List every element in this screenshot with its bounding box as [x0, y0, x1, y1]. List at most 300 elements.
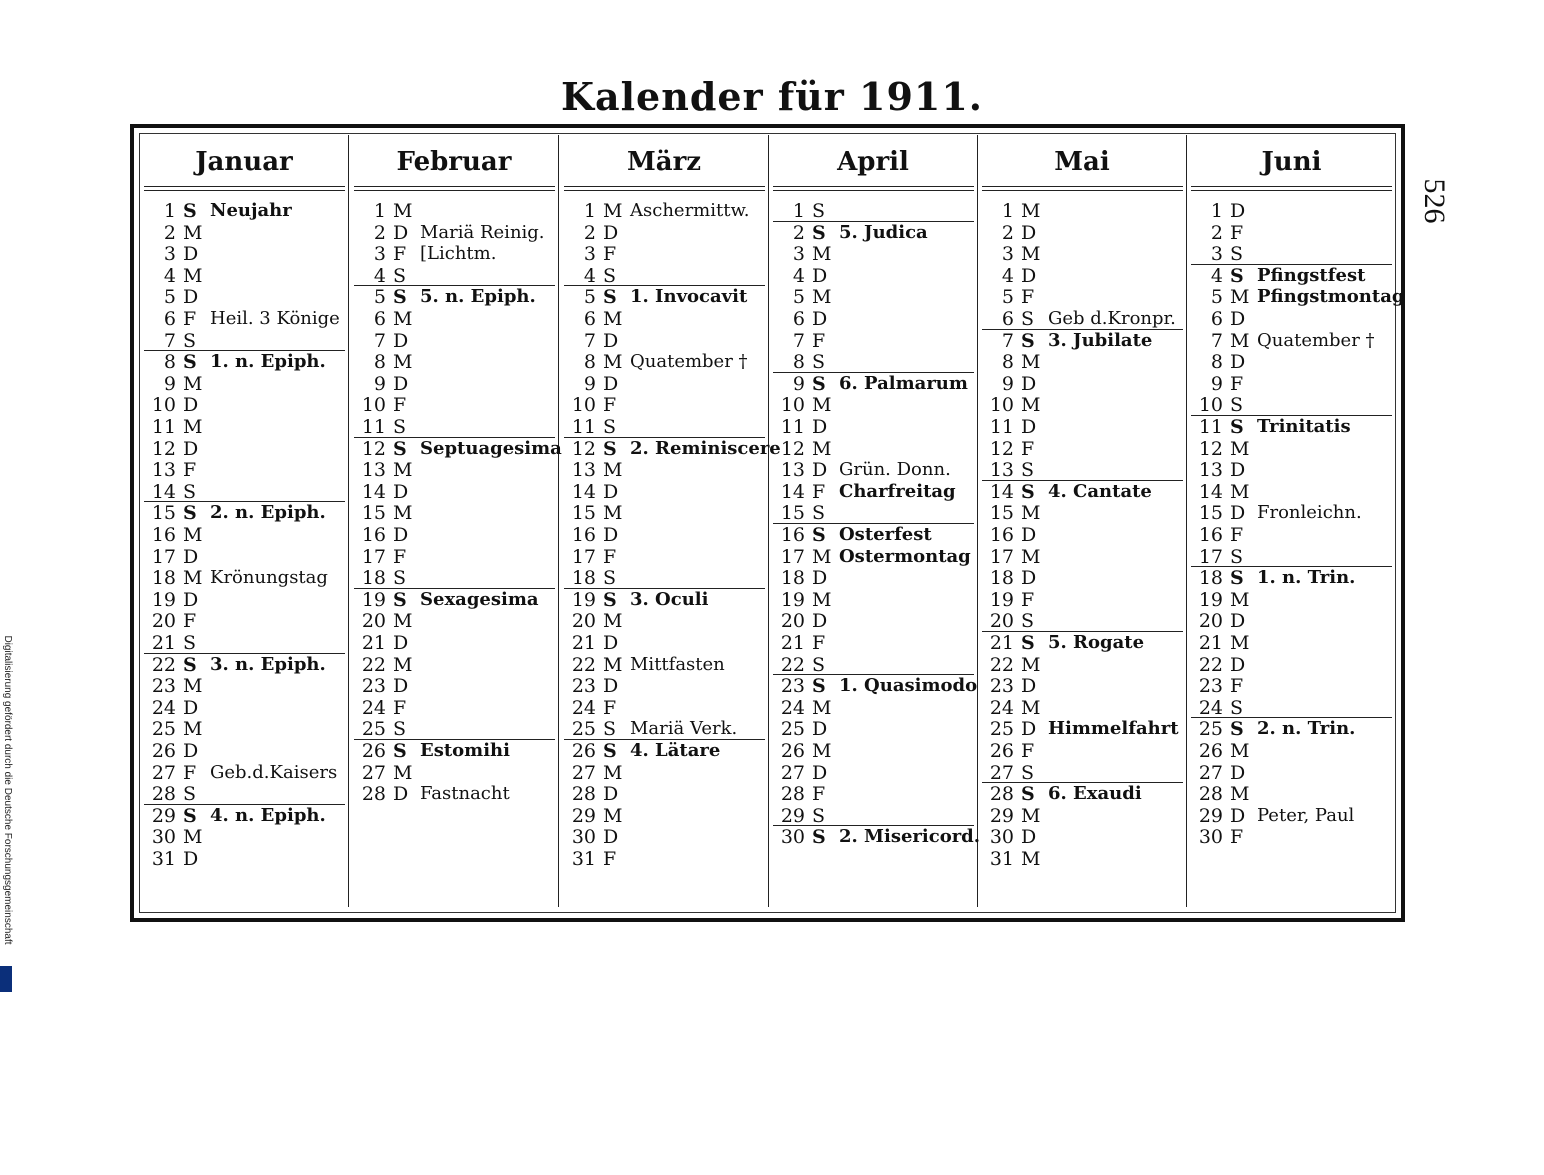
day-row [775, 308, 972, 330]
day-number: 10 [780, 394, 805, 417]
day-number: 14 [1198, 480, 1223, 503]
day-row [146, 351, 343, 373]
day-number: 29 [151, 804, 176, 827]
day-number: 15 [1198, 502, 1223, 525]
day-number: 7 [1210, 329, 1223, 352]
day-number: 12 [1198, 437, 1223, 460]
day-number: 9 [792, 372, 805, 395]
day-number: 29 [989, 804, 1014, 827]
weekday: S [393, 437, 407, 460]
weekday: D [393, 675, 409, 698]
day-row [1193, 373, 1390, 395]
weekday: M [183, 718, 203, 741]
day-number: 27 [151, 761, 176, 784]
header-rule [773, 190, 974, 191]
day-number: 30 [1198, 826, 1223, 849]
day-number: 22 [361, 653, 386, 676]
day-number: 16 [989, 524, 1014, 546]
day-number: 12 [361, 437, 386, 460]
day-number: 2 [792, 221, 805, 244]
day-row [775, 697, 972, 719]
day-number: 28 [151, 783, 176, 806]
day-row [1193, 826, 1390, 848]
day-row [356, 697, 553, 719]
weekday: M [393, 502, 413, 525]
weekday: S [183, 480, 197, 503]
day-number: 1 [163, 200, 176, 222]
day-row [566, 286, 763, 308]
day-row [1193, 697, 1390, 719]
day-row [146, 373, 343, 395]
weekday: F [183, 761, 197, 784]
day-number: 21 [1198, 632, 1223, 654]
day-number: 25 [780, 718, 805, 741]
weekday: D [603, 329, 619, 352]
feast-day: Osterfest [839, 524, 932, 545]
weekday: F [603, 545, 617, 568]
weekday: F [812, 632, 826, 654]
day-number: 26 [151, 740, 176, 762]
day-number: 28 [1198, 783, 1223, 806]
day-row [1193, 438, 1390, 460]
weekday: M [1021, 545, 1041, 568]
day-row [1193, 416, 1390, 438]
day-number: 4 [163, 264, 176, 287]
weekday: D [603, 221, 619, 244]
weekday: S [393, 416, 407, 438]
day-number: 20 [780, 610, 805, 633]
weekday: D [812, 761, 828, 784]
day-row [356, 222, 553, 244]
weekday: D [1230, 653, 1246, 676]
weekday: D [1230, 308, 1246, 330]
weekday: M [1021, 351, 1041, 374]
weekday: F [1021, 286, 1035, 309]
day-number: 21 [151, 632, 176, 654]
day-number: 10 [989, 394, 1014, 417]
day-number: 24 [571, 696, 596, 719]
day-row [356, 243, 553, 265]
day-number: 29 [1198, 804, 1223, 827]
weekday: S [603, 416, 617, 438]
day-row [356, 632, 553, 654]
weekday: D [393, 783, 409, 806]
weekday: F [603, 696, 617, 719]
day-number: 21 [571, 632, 596, 654]
weekday: S [183, 653, 197, 676]
day-number: 16 [571, 524, 596, 546]
weekday: F [603, 848, 617, 870]
day-number: 17 [780, 545, 805, 568]
weekday: M [603, 502, 623, 525]
day-number: 8 [163, 351, 176, 374]
feast-day: 3. n. Epiph. [210, 653, 326, 675]
day-number: 25 [1198, 718, 1223, 741]
day-row [146, 222, 343, 244]
feast-day: 1. n. Trin. [1257, 567, 1356, 589]
day-row [566, 675, 763, 697]
header-rule [564, 190, 765, 191]
weekday: M [812, 588, 832, 611]
day-row [566, 243, 763, 265]
weekday: D [1021, 718, 1037, 741]
weekday: M [183, 675, 203, 698]
day-number: 5 [792, 286, 805, 309]
day-number: 28 [989, 783, 1014, 806]
day-row [1193, 610, 1390, 632]
day-row [356, 265, 553, 287]
weekday: M [183, 524, 203, 546]
day-number: 3 [373, 243, 386, 266]
day-number: 27 [571, 761, 596, 784]
day-number: 18 [1198, 567, 1223, 590]
weekday: D [603, 372, 619, 395]
day-number: 20 [571, 610, 596, 633]
day-row [146, 610, 343, 632]
header-rule [354, 186, 555, 187]
day-number: 19 [1198, 588, 1223, 611]
day-row [356, 610, 553, 632]
day-row [984, 632, 1181, 654]
day-number: 16 [780, 524, 805, 546]
day-row [775, 373, 972, 395]
feast-day: 6. Exaudi [1048, 783, 1142, 805]
weekday: M [1021, 653, 1041, 676]
day-row [1193, 632, 1390, 654]
feast-day: Pfingstfest [1257, 264, 1366, 286]
weekday: F [812, 329, 826, 352]
day-number: 27 [361, 761, 386, 784]
day-row [356, 718, 553, 740]
header-rule [982, 190, 1183, 191]
day-number: 12 [780, 437, 805, 460]
weekday: S [1230, 243, 1244, 266]
day-row [356, 502, 553, 524]
day-number: 15 [361, 502, 386, 525]
day-number: 11 [780, 416, 805, 438]
feast-day: Charfreitag [839, 480, 956, 502]
day-number: 22 [780, 653, 805, 676]
day-row [356, 481, 553, 503]
day-number: 6 [163, 308, 176, 330]
day-number: 29 [571, 804, 596, 827]
weekday: D [603, 826, 619, 849]
day-row [356, 373, 553, 395]
weekday: S [1021, 480, 1035, 503]
day-row [775, 826, 981, 849]
day-number: 5 [373, 286, 386, 309]
day-row [775, 654, 972, 676]
day-row [1193, 394, 1390, 416]
day-row [146, 783, 343, 805]
day-row [775, 610, 972, 632]
day-row [775, 243, 972, 265]
day-row [146, 459, 343, 481]
day-number: 14 [989, 480, 1014, 503]
weekday: D [1021, 826, 1037, 849]
day-number: 17 [1198, 545, 1223, 568]
day-number: 30 [571, 826, 596, 849]
weekday: M [183, 372, 203, 395]
day-number: 26 [989, 740, 1014, 762]
weekday: M [183, 264, 203, 287]
day-number: 4 [792, 264, 805, 287]
weekday: M [1021, 243, 1041, 266]
weekday: S [183, 783, 197, 806]
day-row [984, 826, 1181, 848]
feast-day: 5. n. Epiph. [420, 286, 536, 308]
day-row [356, 330, 553, 352]
feast-day: 4. Lätare [630, 740, 721, 761]
day-number: 21 [989, 632, 1014, 654]
month-name: März [626, 147, 702, 177]
weekday: S [393, 567, 407, 590]
weekday: S [393, 740, 407, 762]
weekday: S [1021, 308, 1035, 330]
weekday: S [812, 372, 826, 395]
day-row [1193, 243, 1390, 265]
day-row [1193, 524, 1390, 546]
weekday: F [393, 545, 407, 568]
day-row [1193, 481, 1390, 503]
weekday: M [812, 286, 832, 309]
day-note: Geb d.Kronpr. [1048, 308, 1176, 329]
weekday: M [1230, 286, 1250, 309]
weekday: S [603, 286, 617, 309]
weekday: M [812, 243, 832, 266]
weekday: D [393, 221, 409, 244]
weekday: F [183, 308, 197, 330]
day-number: 25 [571, 718, 596, 741]
day-note: Fronleichn. [1257, 502, 1362, 524]
header-rule [354, 190, 555, 191]
day-number: 1 [583, 200, 596, 222]
day-row [775, 265, 972, 287]
day-number: 8 [1001, 351, 1014, 374]
day-number: 2 [583, 221, 596, 244]
header-rule [564, 186, 765, 187]
weekday: D [1021, 372, 1037, 395]
day-number: 10 [361, 394, 386, 417]
day-row [984, 459, 1181, 481]
day-row [146, 740, 343, 762]
day-number: 30 [989, 826, 1014, 849]
day-number: 9 [373, 372, 386, 395]
day-row [146, 546, 343, 568]
day-number: 23 [151, 675, 176, 698]
day-number: 11 [151, 416, 176, 438]
day-row [1193, 589, 1390, 611]
day-row [984, 783, 1181, 805]
month-name: April [837, 147, 909, 177]
day-row [566, 848, 763, 870]
day-number: 12 [151, 437, 176, 460]
day-row [775, 632, 972, 654]
weekday: M [1021, 200, 1041, 222]
weekday: S [1021, 610, 1035, 633]
day-number: 5 [1210, 286, 1223, 309]
day-note: Aschermittw. [630, 200, 750, 221]
weekday: S [603, 588, 617, 611]
day-row [566, 351, 763, 373]
weekday: M [603, 804, 623, 827]
day-number: 14 [571, 480, 596, 503]
weekday: D [812, 718, 828, 741]
day-number: 24 [1198, 696, 1223, 719]
feast-day: Septuagesima [420, 437, 562, 459]
day-number: 25 [989, 718, 1014, 741]
day-number: 19 [989, 588, 1014, 611]
day-number: 15 [571, 502, 596, 525]
day-row [566, 740, 763, 762]
day-row [775, 718, 972, 740]
feast-day: 4. Cantate [1048, 480, 1152, 502]
day-row [146, 524, 343, 546]
weekday: D [183, 588, 199, 611]
month-name: Mai [1054, 147, 1110, 177]
weekday: M [1021, 502, 1041, 525]
day-number: 26 [780, 740, 805, 762]
day-number: 8 [583, 351, 596, 374]
day-number: 31 [571, 848, 596, 870]
day-number: 6 [792, 308, 805, 330]
weekday: M [393, 459, 413, 482]
weekday: S [812, 351, 826, 374]
day-number: 28 [361, 783, 386, 806]
day-row [984, 848, 1181, 870]
day-row [146, 762, 343, 784]
weekday: D [393, 372, 409, 395]
day-number: 26 [361, 740, 386, 762]
day-row [984, 589, 1181, 611]
weekday: D [1021, 524, 1037, 546]
day-row [356, 783, 553, 805]
day-row [566, 783, 763, 805]
weekday: F [393, 696, 407, 719]
day-row [984, 438, 1181, 460]
day-note: Mittfasten [630, 653, 725, 675]
weekday: S [603, 264, 617, 287]
day-number: 13 [989, 459, 1014, 482]
day-number: 21 [361, 632, 386, 654]
day-row [566, 567, 763, 589]
day-number: 23 [571, 675, 596, 698]
day-number: 22 [1198, 653, 1223, 676]
weekday: S [1021, 783, 1035, 806]
day-number: 11 [1198, 416, 1223, 438]
day-number: 3 [1210, 243, 1223, 266]
feast-day: 6. Palmarum [839, 372, 968, 394]
day-row [1193, 265, 1390, 287]
day-number: 24 [989, 696, 1014, 719]
weekday: F [603, 243, 617, 266]
day-row [984, 373, 1181, 395]
weekday: D [1230, 761, 1246, 784]
weekday: M [183, 567, 203, 590]
feast-day: Trinitatis [1257, 416, 1351, 437]
day-row [984, 740, 1181, 762]
day-row [356, 740, 553, 762]
day-row [984, 502, 1181, 524]
day-row [566, 632, 763, 654]
weekday: M [603, 200, 623, 222]
day-number: 13 [1198, 459, 1223, 482]
day-number: 7 [792, 329, 805, 352]
header-rule [1191, 186, 1392, 187]
day-number: 13 [571, 459, 596, 482]
weekday: F [812, 480, 826, 503]
day-row [566, 222, 763, 244]
day-row [1193, 654, 1390, 676]
weekday: S [393, 264, 407, 287]
weekday: S [812, 502, 826, 525]
weekday: M [1230, 480, 1250, 503]
day-number: 11 [361, 416, 386, 438]
day-row [356, 394, 553, 416]
day-row [566, 265, 763, 287]
day-row [1193, 502, 1390, 524]
day-number: 20 [151, 610, 176, 633]
day-row [566, 805, 763, 827]
day-row [775, 762, 972, 784]
day-number: 13 [780, 459, 805, 482]
day-row [146, 502, 343, 524]
weekday: M [1230, 783, 1250, 806]
weekday: M [183, 221, 203, 244]
day-row [356, 437, 562, 460]
weekday: S [603, 437, 617, 460]
weekday: M [393, 200, 413, 222]
header-rule [144, 186, 345, 187]
day-number: 20 [1198, 610, 1223, 633]
day-number: 9 [1210, 372, 1223, 395]
day-number: 4 [583, 264, 596, 287]
weekday: M [812, 740, 832, 762]
day-row [984, 416, 1181, 438]
feast-day: 5. Rogate [1048, 632, 1145, 653]
day-row [566, 459, 763, 481]
day-row [775, 805, 972, 827]
day-number: 16 [361, 524, 386, 546]
day-row [984, 286, 1181, 308]
day-number: 6 [373, 308, 386, 330]
weekday: M [393, 761, 413, 784]
month-name: Juni [1261, 147, 1322, 177]
day-number: 9 [1001, 372, 1014, 395]
day-number: 23 [780, 675, 805, 698]
day-number: 13 [151, 459, 176, 482]
day-number: 1 [1001, 200, 1014, 222]
day-number: 1 [1210, 200, 1223, 222]
day-row [146, 675, 343, 697]
weekday: D [812, 416, 828, 438]
weekday: D [812, 567, 828, 590]
weekday: M [603, 351, 623, 374]
day-row [775, 740, 972, 762]
day-number: 6 [1001, 308, 1014, 330]
weekday: D [393, 480, 409, 503]
day-row [1193, 200, 1390, 222]
day-row [356, 351, 553, 373]
feast-day: 4. n. Epiph. [210, 804, 326, 826]
day-row [1193, 330, 1390, 352]
weekday: S [1230, 394, 1244, 417]
day-row [984, 610, 1181, 632]
day-row [356, 654, 553, 676]
day-number: 24 [780, 696, 805, 719]
day-row [775, 783, 972, 805]
day-number: 4 [1210, 264, 1223, 287]
